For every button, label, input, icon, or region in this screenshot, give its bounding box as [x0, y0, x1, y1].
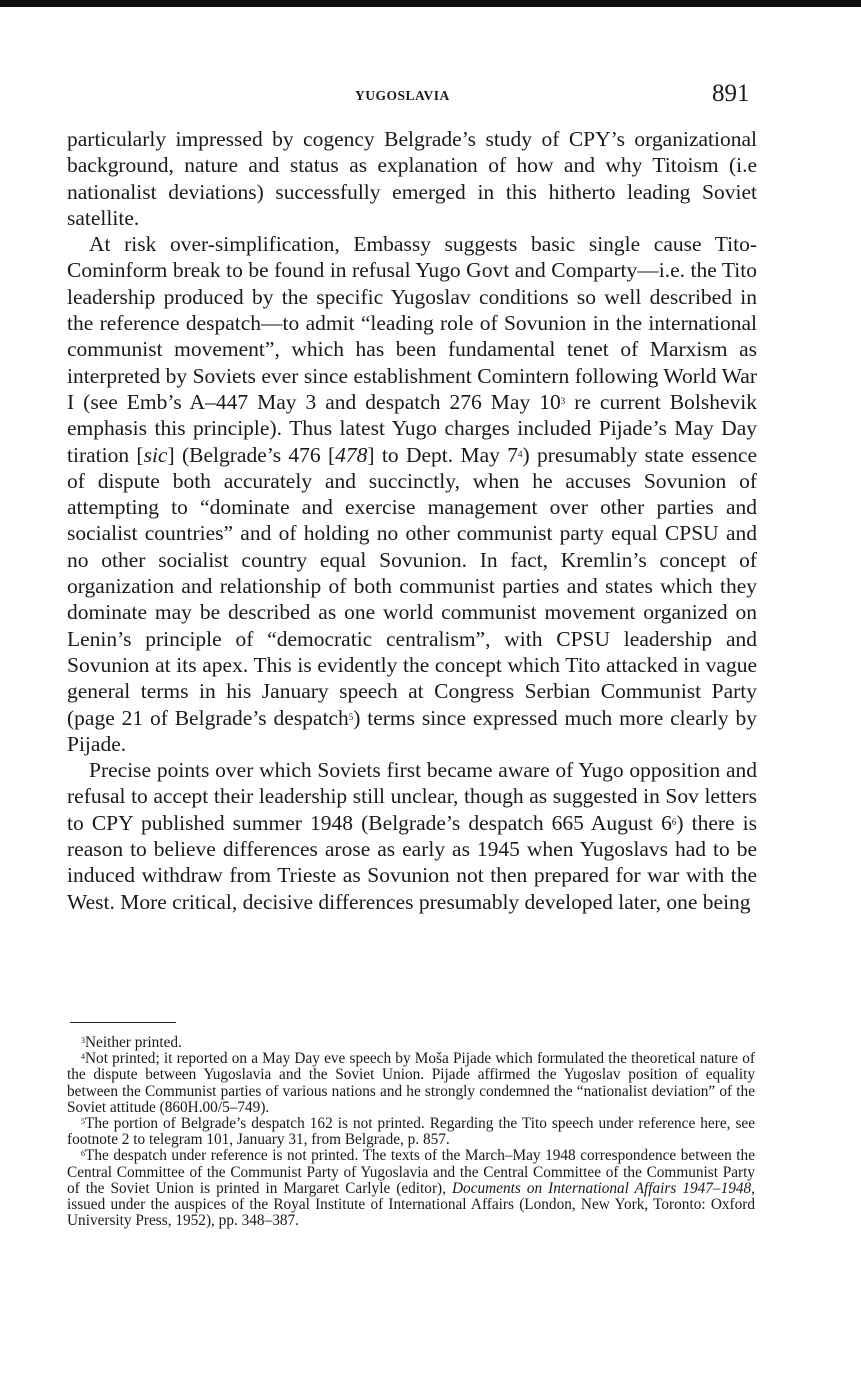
footnote-ref-4: 4 [517, 448, 523, 459]
paragraph-3-text-a: Precise points over which Soviets first became aware of Yugo opposition and refusal to accept their leadership still unclear, though as suggested in Sov letters to CPY published summer 1948 (Belgrade’s despatch 665 August 6 [67, 758, 757, 835]
footnote-3-mark: 3 [81, 1036, 85, 1045]
page-number: 891 [712, 80, 750, 107]
footnote-6-text-a: The despatch under reference is not printed. The texts of the March–May 1948 correspondence between the Central Committee of the Communist Party of Yugoslavia and the Central Committee of the Communist Party of the Soviet Union is printed in Margaret Carlyle (editor), [67, 1147, 755, 1197]
footnote-6-text-b: , issued under the auspices of the Royal Institute of International Affairs (London, New York, Toronto: Oxford University Press, 1952), pp. 348–387. [67, 1179, 755, 1230]
footnote-6 [67, 1148, 755, 1229]
sic-note: sic [143, 442, 168, 467]
paragraph-2 [67, 231, 757, 757]
footnote-4-mark: 4 [81, 1052, 85, 1062]
page-top-border [0, 0, 861, 7]
editorial-correction: 478 [335, 442, 368, 467]
running-header [0, 80, 861, 110]
main-text [67, 126, 757, 915]
footnote-5 [67, 1116, 755, 1148]
running-title: YUGOSLAVIA [355, 88, 450, 103]
paragraph-1 [67, 126, 757, 231]
footnote-ref-6: 6 [671, 816, 677, 827]
footnote-ref-3: 3 [560, 395, 566, 406]
paragraph-2-text-d: ] to Dept. May 7 [367, 442, 518, 467]
paragraph-3-text-b: ) there is reason to believe differences arose as early as 1945 when Yugoslavs had to be induced withdraw from Trieste as Sovunion not then prepared for war with the West. More critical, decisive differences presumably developed later, one being [67, 810, 758, 914]
paragraph-2-text-a: At risk over-simplification, Embassy suggests basic single cause Tito-Cominform break to be found in refusal Yugo Govt and Comparty—i.e. the Tito leadership produced by the specific Yugoslav conditions so well described in the reference despatch—to admit “leading role of Sovunion in the international communist movement”, which has been fundamental tenet of Marxism as interpreted by Soviets ever since establishment Comintern following World War I (see Emb’s A–447 May 3 and despatch 276 May 10 [67, 232, 757, 414]
footnotes [67, 1035, 755, 1229]
footnote-5-mark: 5 [81, 1117, 85, 1127]
footnote-3 [67, 1035, 755, 1051]
paragraph-1-text: particularly impressed by cogency Belgrade’s study of CPY’s organizational background, nature and status as explanation of how and why Titoism (i.e nationalist deviations) successfully emerged in this hitherto leading Soviet satellite. [67, 127, 757, 230]
paragraph-2-text-f: ) terms since expressed much more clearly by Pijade. [67, 705, 757, 756]
paragraph-2-text-b: re current Bolshevik emphasis this principle). Thus latest Yugo charges included Pijade’s May Day tiration [ [67, 389, 757, 467]
paragraph-3 [67, 757, 757, 915]
footnote-separator [70, 1022, 176, 1023]
footnote-4 [67, 1051, 755, 1116]
footnote-3-text: Neither printed. [85, 1034, 182, 1051]
footnote-ref-5: 5 [348, 711, 354, 722]
footnote-6-book-title: Documents on International Affairs 1947–1948 [452, 1179, 752, 1197]
footnote-4-text: Not printed; it reported on a May Day eve speech by Moša Pijade which formulated the theoretical nature of the dispute between Yugoslavia and the Soviet Union. Pijade affirmed the Yugoslav position of equality between the Communist parties of various nations and he strongly condemned the “nationalist deviation” of the Soviet attitude (860H.00/5–749). [67, 1050, 755, 1116]
paragraph-2-text-e: ) presumably state essence of dispute both accurately and succinctly, when he accuses Sovunion of attempting to “dominate and exercise management over other parties and socialist countries” and of holding no other communist party equal CPSU and no other socialist country equal Sovunion. In fact, Kremlin’s concept of organization and relationship of both communist parties and states which they dominate may be described as one world communist movement organized on Lenin’s principle of “democratic centralism”, with CPSU leadership and Sovunion at its apex. This is evidently the concept which Tito attacked in vague general terms in his January speech at Congress Serbian Communist Party (page 21 of Belgrade’s despatch [67, 442, 757, 730]
footnote-6-mark: 6 [81, 1149, 85, 1159]
paragraph-2-text-c: ] (Belgrade’s 476 [ [167, 442, 336, 467]
footnote-5-text: The portion of Belgrade’s despatch 162 is not printed. Regarding the Tito speech under reference here, see footnote 2 to telegram 101, January 31, from Belgrade, p. 857. [67, 1115, 755, 1149]
